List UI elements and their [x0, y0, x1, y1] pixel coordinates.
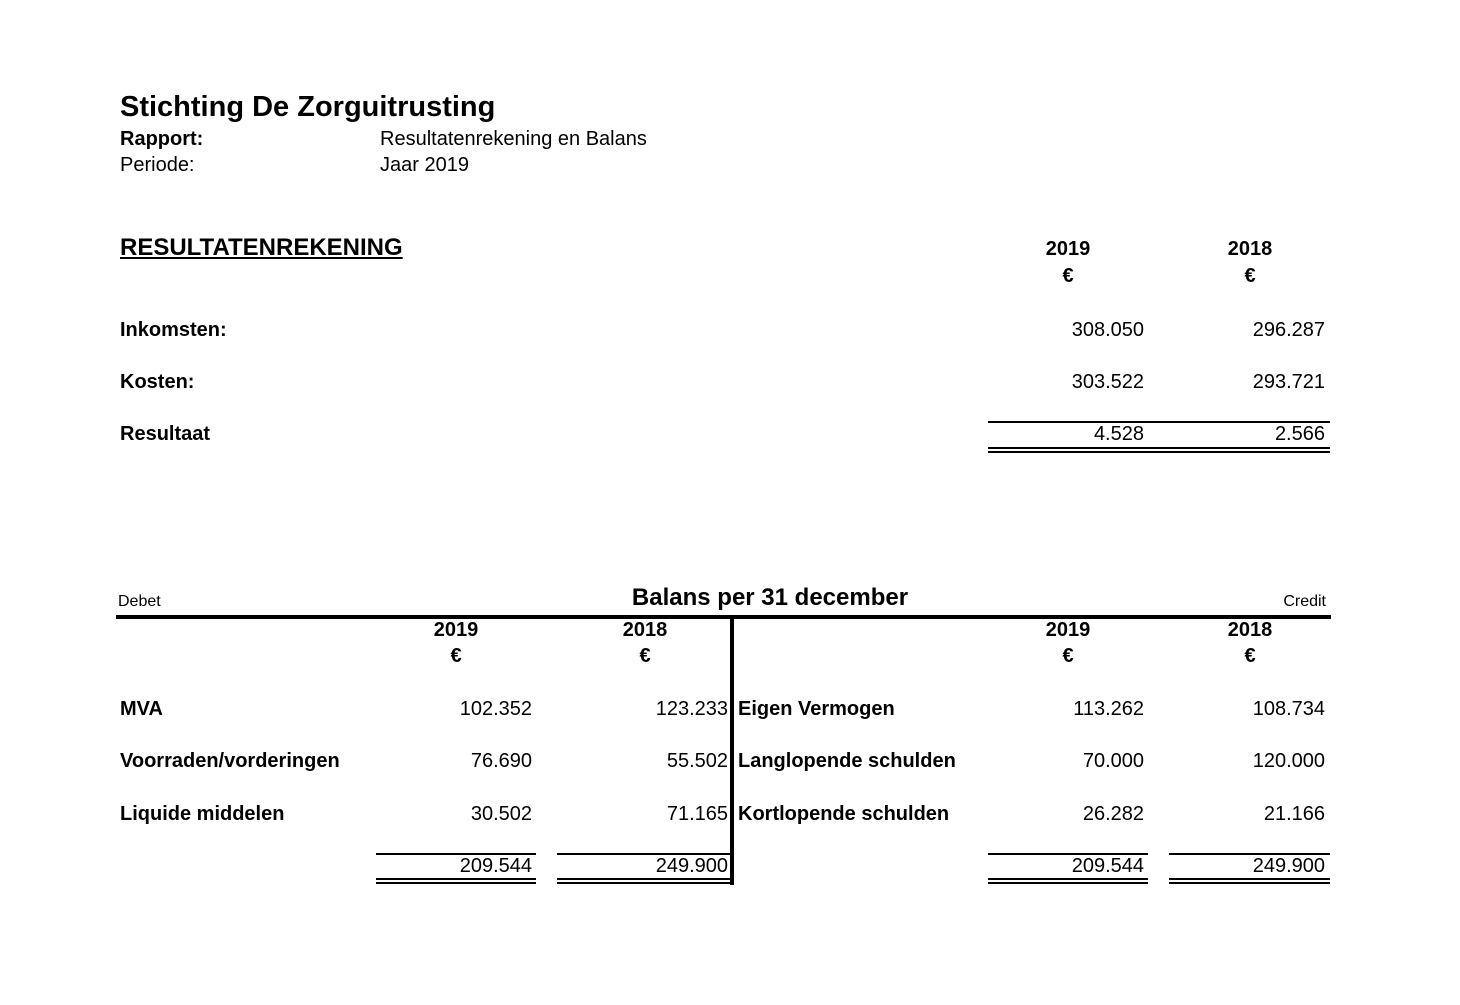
debit-row-value: 30.502 [470, 803, 532, 825]
income-row-label: Kosten: [120, 371, 195, 393]
credit-row-value: 108.734 [1252, 698, 1325, 720]
debit-row-value: 55.502 [666, 750, 728, 772]
income-total-double-rule [988, 447, 1330, 449]
credit-total-double-rule [988, 878, 1148, 880]
income-row-value: 308.050 [1071, 319, 1144, 341]
income-statement-title: RESULTATENREKENING [120, 234, 403, 261]
debit-total-double-rule [557, 882, 730, 884]
credit-row-value: 21.166 [1263, 803, 1325, 825]
credit-col-currency-2019: € [1062, 645, 1074, 667]
credit-row-value: 70.000 [1082, 750, 1144, 772]
income-result-label: Resultaat [120, 423, 211, 445]
debit-row-value: 71.165 [666, 803, 728, 825]
credit-row-label: Langlopende schulden [738, 750, 956, 772]
period-label: Periode: [120, 154, 195, 176]
income-row-value: 296.287 [1252, 319, 1325, 341]
income-col-year-2018: 2018 [1227, 238, 1273, 260]
credit-col-year-2019: 2019 [1045, 619, 1091, 641]
balance-center-divider [730, 615, 734, 885]
debit-total-double-rule [376, 882, 536, 884]
debit-col-year-2019: 2019 [433, 619, 479, 641]
balance-top-rule [116, 615, 1331, 619]
income-total-double-rule [988, 451, 1330, 453]
credit-row-value: 26.282 [1082, 803, 1144, 825]
debit-col-currency-2018: € [639, 645, 651, 667]
debit-row-label: Voorraden/vorderingen [120, 750, 340, 772]
credit-total-double-rule [1169, 878, 1330, 880]
debit-total-value: 209.544 [459, 855, 532, 877]
credit-total-double-rule [1169, 882, 1330, 884]
credit-label: Credit [1283, 593, 1326, 610]
income-row-value: 293.721 [1252, 371, 1325, 393]
income-row-value: 303.522 [1071, 371, 1144, 393]
income-result-value: 4.528 [1093, 423, 1144, 445]
credit-col-year-2018: 2018 [1227, 619, 1273, 641]
report-label: Rapport: [120, 128, 204, 150]
debit-label: Debet [118, 593, 161, 610]
credit-col-currency-2018: € [1244, 645, 1256, 667]
debit-row-value: 102.352 [459, 698, 532, 720]
income-col-currency-2019: € [1062, 265, 1074, 287]
credit-total-double-rule [988, 882, 1148, 884]
debit-row-value: 76.690 [470, 750, 532, 772]
credit-row-value: 120.000 [1252, 750, 1325, 772]
debit-row-label: MVA [120, 698, 163, 720]
balance-title: Balans per 31 december [631, 584, 909, 611]
debit-total-double-rule [376, 878, 536, 880]
credit-row-label: Eigen Vermogen [738, 698, 895, 720]
credit-total-value: 209.544 [1071, 855, 1144, 877]
debit-row-label: Liquide middelen [120, 803, 285, 825]
income-result-value: 2.566 [1274, 423, 1325, 445]
debit-row-value: 123.233 [655, 698, 728, 720]
debit-col-year-2018: 2018 [622, 619, 668, 641]
period-value: Jaar 2019 [380, 154, 469, 176]
credit-row-value: 113.262 [1073, 698, 1144, 720]
credit-total-value: 249.900 [1252, 855, 1325, 877]
debit-total-double-rule [557, 878, 730, 880]
org-name: Stichting De Zorguitrusting [120, 91, 496, 123]
debit-total-value: 249.900 [655, 855, 728, 877]
debit-col-currency-2019: € [450, 645, 462, 667]
income-col-currency-2018: € [1244, 265, 1256, 287]
income-col-year-2019: 2019 [1045, 238, 1091, 260]
credit-row-label: Kortlopende schulden [738, 803, 950, 825]
report-value: Resultatenrekening en Balans [380, 128, 647, 150]
income-row-label: Inkomsten: [120, 319, 227, 341]
